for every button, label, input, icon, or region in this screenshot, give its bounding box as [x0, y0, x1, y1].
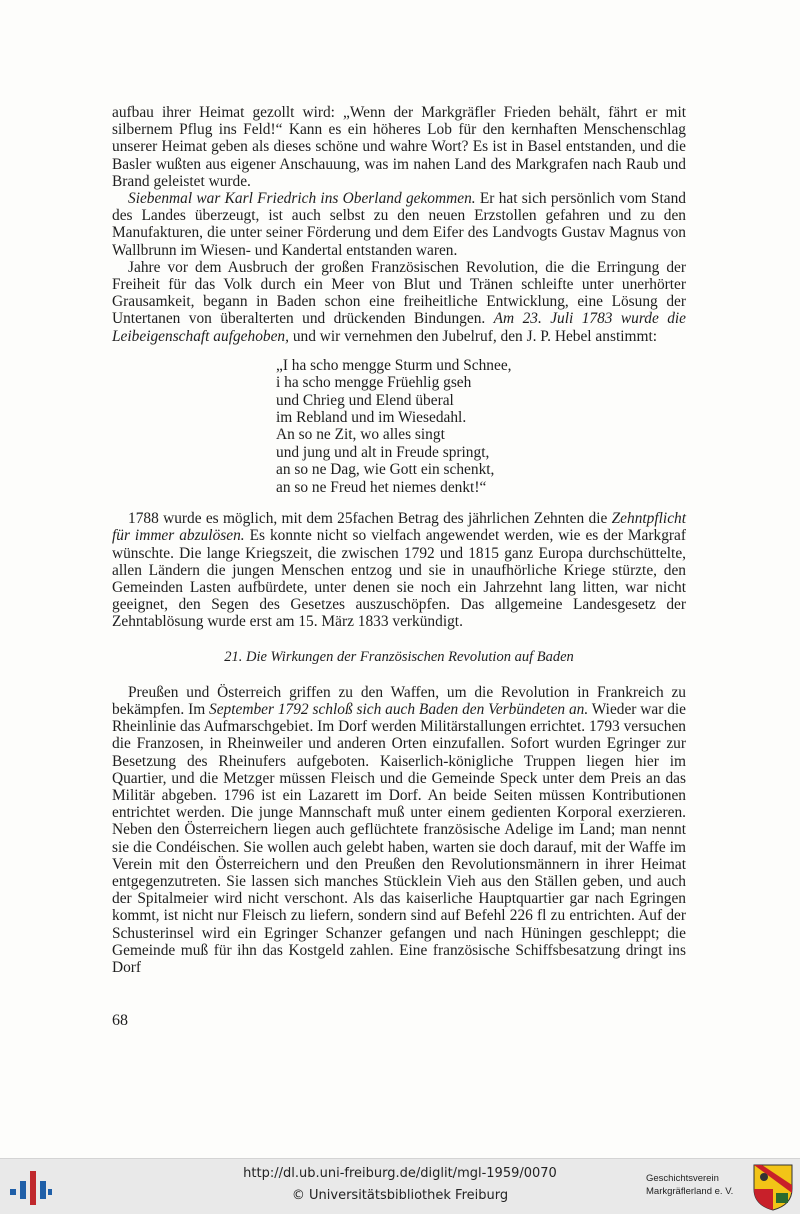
poem-line: An so ne Zit, wo alles singt — [276, 426, 445, 444]
society-name-line: Markgräflerland e. V. — [646, 1186, 734, 1197]
section-heading: 21. Die Wirkungen der Französischen Revolution auf Baden — [224, 648, 574, 665]
paragraph-text: und wir vernehmen den Jubelruf, den J. P. Hebel anstimmt: — [288, 327, 657, 345]
poem-line: an so ne Freud het niemes denkt!“ — [276, 478, 487, 496]
paragraph — [112, 190, 686, 259]
paragraph-text: Er hat sich persönlich vom Stand des Landes überzeugt, ist auch selbst zu den neuen Erzstollen gefahren und zu den Manufakturen, die unter seiner Förderung und dem Eifer des Landvogts Gustav Magnus von Wallbrunn im Wiesen- und Kandertal entstanden waren. — [112, 190, 686, 259]
document-url-link[interactable]: http://dl.ub.uni-freiburg.de/diglit/mgl-1959/0070 — [243, 1166, 557, 1181]
paragraph-text: Es konnte nicht so vielfach angewendet werden, wie es der Markgraf wünschte. Die lange Kriegszeit, die zwischen 1792 und 1815 ganz Europa durchschüttelte, allen Ländern die jungen Menschen entzog und sie in unaufhörliche Kriege stürzte, den Gemeinden Lasten aufbürdete, unter denen sie noch ein Jahrzehnt lang litten, war nicht geeignet, den Segen des Gesetzes auszuschöpfen. Das allgemeine Landesgesetz der Zehntablösung wurde erst am 15. März 1833 verkündigt. — [112, 527, 686, 631]
paragraph — [112, 259, 686, 345]
paragraph-text: Preußen und Österreich griffen zu den Waffen, um die Revolution in Frankreich zu bekämpfen. Im — [112, 683, 686, 718]
paragraph — [112, 104, 686, 190]
emphasis-text: Am 23. Juli 1783 wurde die Leibeigenschaft aufgehoben, — [112, 310, 687, 345]
poem-line: an so ne Dag, wie Gott ein schenkt, — [276, 461, 495, 479]
paragraph-text: Wieder war die Rheinlinie das Aufmarschgebiet. Im Dorf werden Militärstallungen errichtet. 1793 versuchen die Franzosen, in Rheinweiler und anderen Orten einzufallen. Sofort wurden Egringer zur Besetzung des Rheinufers aufgeboten. Kaiserlich-königliche Truppen liegen hier im Quartier, und die Metzger müssen Fleisch und die Gemeinde Speck unter dem Preis an das Militär abgeben. 1796 ist ein Lazarett im Dorf. An beide Seiten müssen Kontributionen entrichtet werden. Die junge Mannschaft muß unter einem gedienten Korporal exerzieren. Neben den Österreichern liegen auch geflüchtete französische Adelige im Land; man nennt sie die Condéischen. Sie wollen auch gelebt haben, warten sie doch darauf, mit der Waffe im Verein mit den Österreichern und den Preußen den Revolutionsmännern in ihrer Heimat entgegenzutreten. Sie lassen sich manches Stücklein Vieh aus den Ställen geben, und auch der Spitalmeier wird nicht verschont. Als das kaiserliche Hauptquartier gar nach Egringen kommt, ist nicht nur Fleisch zu liefern, sondern sind auf Befehl 226 fl zu entrichten. Auf der Schusterinsel wird ein Egringer Schanzer gefangen und nach Hüningen geschleppt; die Gemeinde muß für ihn das Kostgeld zahlen. Eine französische Schiffsbesatzung dringt ins Dorf — [112, 700, 687, 976]
paragraph-text: aufbau ihrer Heimat gezollt wird: „Wenn der Markgräfler Frieden behält, fährt er mit silbernem Pflug ins Feld!“ Kann es ein höheres Lob für den kernhaften Menschenschlag unserer Heimat geben als dieses schöne und wahre Wort? Es ist in Basel entstanden, und die Basler wußten aus eigener Anschauung, was im nahen Land des Markgrafen nach Raub und Brand geleistet wurde. — [112, 104, 686, 190]
poem — [276, 357, 686, 496]
page-number: 68 — [112, 1012, 128, 1029]
paragraph — [112, 510, 686, 630]
paragraph — [112, 684, 686, 976]
poem-line: und jung und alt in Freude springt, — [276, 443, 490, 461]
coat-of-arms-icon[interactable] — [752, 1163, 794, 1211]
poem-line: „I ha scho mengge Sturm und Schnee, — [276, 356, 512, 374]
society-name-line: Geschichtsverein — [646, 1173, 719, 1184]
emphasis-text: Siebenmal war Karl Friedrich ins Oberland gekommen. — [128, 190, 476, 208]
poem-line: im Rebland und im Wiesedahl. — [276, 409, 467, 427]
emphasis-text: September 1792 schloß sich auch Baden den Verbündeten an. — [209, 700, 589, 718]
paragraph-text: 1788 wurde es möglich, mit dem 25fachen Betrag des jährlichen Zehnten die — [128, 510, 612, 528]
society-name — [646, 1172, 733, 1198]
footer-bar — [0, 1158, 800, 1214]
poem-line: und Chrieg und Elend überal — [276, 391, 454, 409]
copyright-notice: © Universitätsbibliothek Freiburg — [291, 1188, 509, 1203]
emphasis-text: Zehntpflicht für immer abzulösen. — [112, 510, 686, 545]
poem-line: i ha scho mengge Früehlig gseh — [276, 374, 472, 392]
paragraph-text: Jahre vor dem Ausbruch der großen Französischen Revolution, die die Erringung der Freiheit für das Volk durch ein Meer von Blut und Tränen schleifte unter unerhörter Grausamkeit, begann in Baden schon eine freiheitliche Entwicklung, eine Lösung der Untertanen von überalterten und drückenden Bindungen. — [112, 258, 686, 328]
body-text — [112, 104, 686, 976]
